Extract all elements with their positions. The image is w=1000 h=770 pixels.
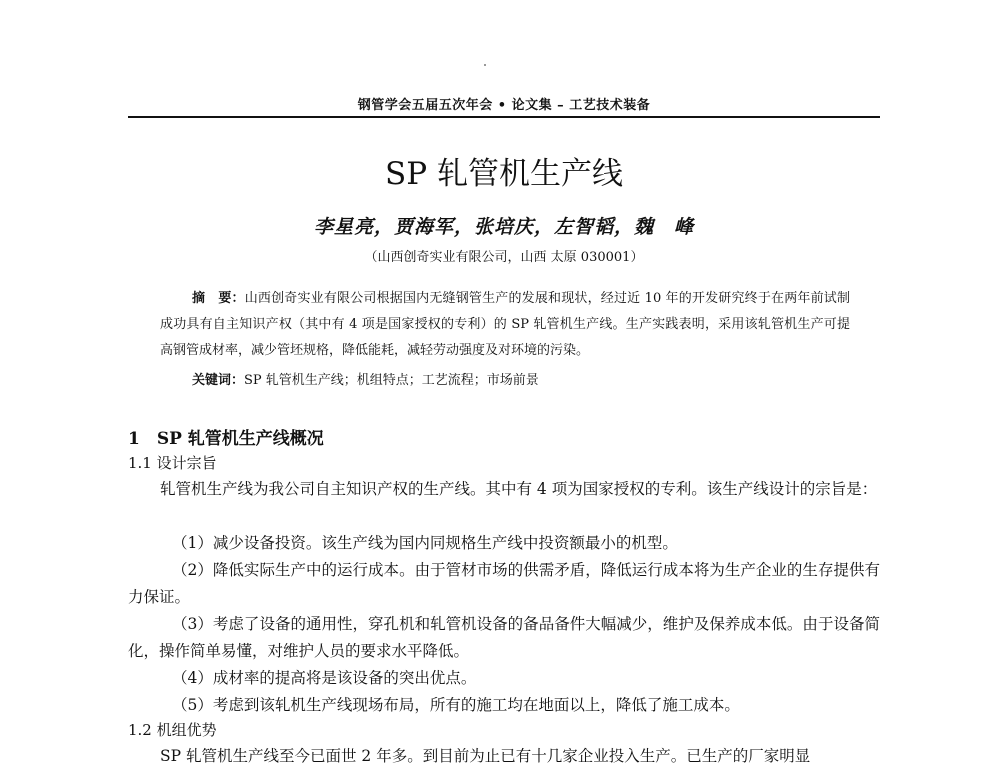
header-rule	[128, 116, 880, 118]
list-item: （4）成材率的提高将是该设备的突出优点。	[172, 669, 477, 687]
abstract-text: 山西创奇实业有限公司根据国内无缝钢管生产的发展和现状，经过近 10 年的开发研究终于在两年前试制成功具有自主知识产权（其中有 4 项是国家授权的专利）的 SP 轧管机生产线。生产实践表明，采用该轧管机生产可提高钢管成材率，减少管坯规格，降低能耗，减轻劳动强度及对环境的污染。	[160, 291, 850, 358]
list-item: （2）降低实际生产中的运行成本。由于管材市场的供需矛盾，降低运行成本将为生产企业的生存提供有力保证。	[128, 561, 880, 606]
running-head: 钢管学会五届五次年会 • 论文集 – 工艺技术装备	[357, 98, 651, 113]
list-item: （3）考虑了设备的通用性，穿孔机和轧管机设备的备品备件大幅减少，维护及保养成本低。由于设备简化，操作简单易懂，对维护人员的要求水平降低。	[128, 615, 880, 660]
body-paragraph: 轧管机生产线为我公司自主知识产权的生产线。其中有 4 项为国家授权的专利。该生产线设计的宗旨是：	[160, 480, 878, 498]
subsection-heading: 1.1 设计宗旨	[128, 454, 217, 472]
list-item: （5）考虑到该轧机生产线现场布局，所有的施工均在地面以上，降低了施工成本。	[172, 696, 740, 714]
keywords-label: 关键词：	[192, 373, 245, 388]
abstract-label: 摘 要：	[192, 291, 245, 306]
list-item: （1）减少设备投资。该生产线为国内同规格生产线中投资额最小的机型。	[172, 534, 678, 552]
scan-speck	[484, 64, 486, 66]
keywords-text: SP 轧管机生产线；机组特点；工艺流程；市场前景	[244, 373, 539, 388]
keywords	[192, 369, 850, 388]
section-heading: 1 SP 轧管机生产线概况	[128, 429, 324, 449]
body-paragraph: SP 轧管机生产线至今已面世 2 年多。到目前为止已有十几家企业投入生产。已生产的厂家明显	[160, 747, 811, 765]
author-list: 李星亮，贾海军，张培庆，左智韬，魏 峰	[313, 216, 694, 238]
subsection-heading: 1.2 机组优势	[128, 721, 217, 739]
affiliation: （山西创奇实业有限公司，山西 太原 030001）	[364, 250, 644, 265]
paper-title: SP 轧管机生产线	[385, 156, 623, 192]
abstract	[160, 286, 850, 364]
